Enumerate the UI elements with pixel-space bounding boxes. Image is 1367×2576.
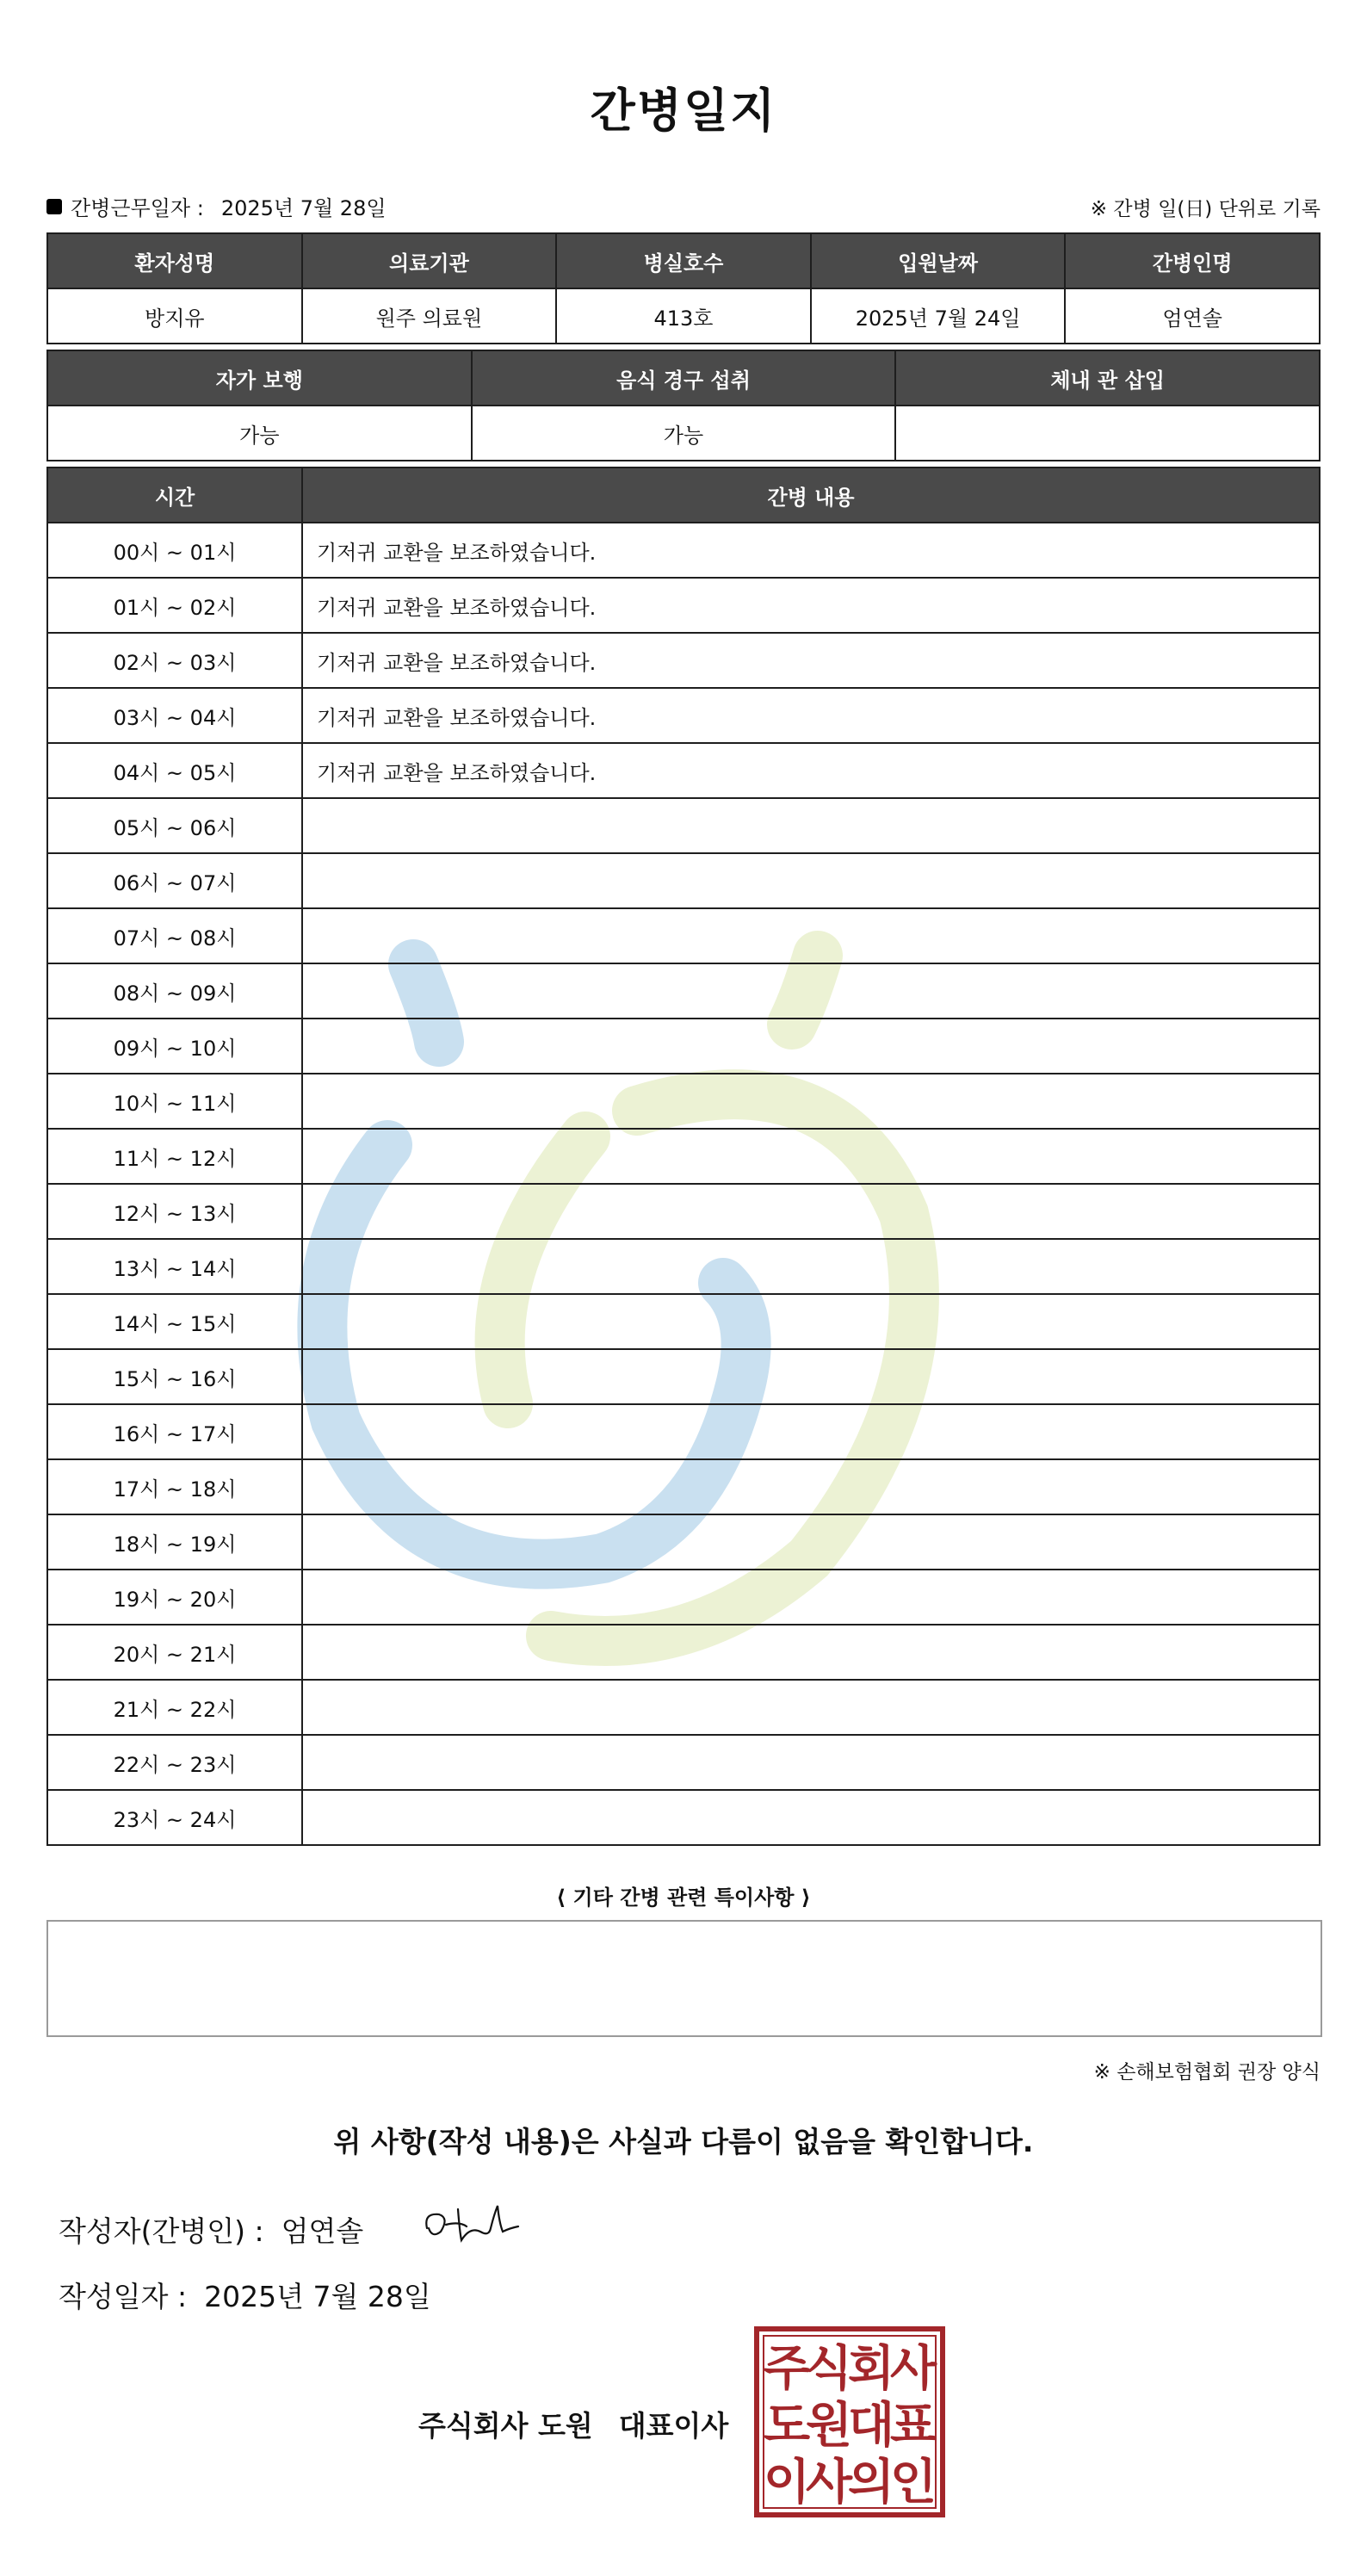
care-log-time: 01시 ~ 02시	[47, 578, 302, 633]
seal-character: 사	[889, 2341, 937, 2397]
care-log-content	[302, 1404, 1320, 1459]
patient-name-value: 방지유	[47, 288, 302, 344]
care-log-time: 07시 ~ 08시	[47, 908, 302, 963]
care-log-row	[47, 1790, 1320, 1845]
page-title: 간병일지	[590, 84, 777, 138]
care-log-row	[47, 688, 1320, 743]
care-log-row	[47, 1184, 1320, 1239]
care-log-content	[302, 1184, 1320, 1239]
care-log-content	[302, 1570, 1320, 1625]
admission-date-value: 2025년 7월 24일	[811, 288, 1066, 344]
company-seal	[754, 2326, 945, 2517]
company-line	[418, 2404, 728, 2444]
seal-character: 주	[763, 2341, 811, 2397]
care-log-time: 15시 ~ 16시	[47, 1349, 302, 1404]
room-value: 413호	[556, 288, 811, 344]
care-log-row	[47, 963, 1320, 1019]
seal-character: 식	[805, 2341, 853, 2397]
care-log-time: 08시 ~ 09시	[47, 963, 302, 1019]
care-log-content	[302, 1074, 1320, 1129]
written-date-value: 2025년 7월 28일	[204, 2280, 431, 2313]
bullet-square-icon	[46, 199, 62, 214]
care-log-content	[302, 1735, 1320, 1790]
work-date-value: 2025년 7월 28일	[220, 196, 387, 220]
care-log-row	[47, 523, 1320, 578]
care-log-time: 03시 ~ 04시	[47, 688, 302, 743]
caregiver-name-value: 엄연솔	[1065, 288, 1320, 344]
care-log-content: 기저귀 교환을 보조하였습니다.	[302, 523, 1320, 578]
confirmation-statement: 위 사항(작성 내용)은 사실과 다름이 없음을 확인합니다.	[333, 2125, 1034, 2158]
unit-note: ※ 간병 일(日) 단위로 기록	[1090, 198, 1321, 220]
care-log-row	[47, 1514, 1320, 1570]
care-log-content	[302, 1294, 1320, 1349]
care-log-time: 09시 ~ 10시	[47, 1019, 302, 1074]
care-log-row	[47, 1074, 1320, 1129]
care-log-time: 10시 ~ 11시	[47, 1074, 302, 1129]
header-care-content: 간병 내용	[302, 468, 1320, 523]
handwritten-signature	[420, 2194, 523, 2249]
header-tube-insertion: 체내 관 삽입	[895, 350, 1320, 406]
care-log-content	[302, 1790, 1320, 1845]
header-room: 병실호수	[556, 233, 811, 288]
care-log-time: 21시 ~ 22시	[47, 1680, 302, 1735]
care-log-content	[302, 963, 1320, 1019]
care-log-content	[302, 853, 1320, 908]
care-log-content	[302, 1514, 1320, 1570]
care-log-content: 기저귀 교환을 보조하였습니다.	[302, 688, 1320, 743]
care-log-row	[47, 1129, 1320, 1184]
care-log-content	[302, 1349, 1320, 1404]
header-oral-intake: 음식 경구 섭취	[472, 350, 896, 406]
recommendation-note: ※ 손해보험협회 권장 양식	[1093, 2061, 1321, 2084]
seal-character: 표	[889, 2398, 937, 2454]
care-log-time: 22시 ~ 23시	[47, 1735, 302, 1790]
care-log-row	[47, 1459, 1320, 1514]
seal-character: 회	[847, 2341, 895, 2397]
status-info-value-row	[47, 406, 1320, 461]
header-hospital: 의료기관	[302, 233, 557, 288]
care-log-content	[302, 1680, 1320, 1735]
self-walking-value: 가능	[47, 406, 472, 461]
written-date-label: 작성일자 :	[59, 2280, 188, 2313]
status-info-header-row	[47, 350, 1320, 406]
header-patient-name: 환자성명	[47, 233, 302, 288]
seal-character: 원	[805, 2398, 853, 2454]
care-log-time: 13시 ~ 14시	[47, 1239, 302, 1294]
header-admission-date: 입원날짜	[811, 233, 1066, 288]
care-log-content	[302, 1625, 1320, 1680]
patient-info-header-row	[47, 233, 1320, 288]
care-log-row	[47, 853, 1320, 908]
care-log-row	[47, 1625, 1320, 1680]
patient-info-value-row	[47, 288, 1320, 344]
care-log-row	[47, 1349, 1320, 1404]
seal-character: 도	[763, 2398, 811, 2454]
care-log-header-row	[47, 468, 1320, 523]
care-log-content: 기저귀 교환을 보조하였습니다.	[302, 633, 1320, 688]
patient-info-table	[46, 232, 1321, 344]
care-log-time: 02시 ~ 03시	[47, 633, 302, 688]
care-log-content	[302, 1239, 1320, 1294]
header-self-walking: 자가 보행	[47, 350, 472, 406]
care-log-time: 11시 ~ 12시	[47, 1129, 302, 1184]
care-log-table	[46, 467, 1321, 1846]
care-log-time: 06시 ~ 07시	[47, 853, 302, 908]
company-title: 대표이사	[618, 2409, 729, 2443]
care-log-row	[47, 1019, 1320, 1074]
hospital-value: 원주 의료원	[302, 288, 557, 344]
care-log-row	[47, 633, 1320, 688]
written-date-line	[59, 2275, 431, 2315]
special-notes-box	[46, 1920, 1322, 2037]
work-date-label: 간병근무일자 :	[71, 196, 204, 220]
care-log-content: 기저귀 교환을 보조하였습니다.	[302, 578, 1320, 633]
care-log-time: 12시 ~ 13시	[47, 1184, 302, 1239]
care-log-time: 14시 ~ 15시	[47, 1294, 302, 1349]
care-log-content: 기저귀 교환을 보조하였습니다.	[302, 743, 1320, 798]
seal-character: 인	[889, 2455, 937, 2511]
work-date-line	[46, 191, 387, 221]
care-log-row	[47, 743, 1320, 798]
care-log-time: 20시 ~ 21시	[47, 1625, 302, 1680]
company-name: 주식회사 도원	[418, 2409, 593, 2443]
care-log-time: 04시 ~ 05시	[47, 743, 302, 798]
writer-label: 작성자(간병인) :	[59, 2214, 264, 2248]
header-time: 시간	[47, 468, 302, 523]
care-log-content	[302, 908, 1320, 963]
oral-intake-value: 가능	[472, 406, 896, 461]
care-log-time: 16시 ~ 17시	[47, 1404, 302, 1459]
care-log-time: 17시 ~ 18시	[47, 1459, 302, 1514]
care-log-row	[47, 578, 1320, 633]
seal-character: 사	[805, 2455, 853, 2511]
care-log-row	[47, 1680, 1320, 1735]
care-log-row	[47, 1404, 1320, 1459]
care-log-time: 18시 ~ 19시	[47, 1514, 302, 1570]
care-log-content	[302, 798, 1320, 853]
care-log-row	[47, 1239, 1320, 1294]
care-log-time: 23시 ~ 24시	[47, 1790, 302, 1845]
seal-character: 의	[847, 2455, 895, 2511]
care-log-row	[47, 798, 1320, 853]
status-info-table	[46, 350, 1321, 461]
care-log-content	[302, 1019, 1320, 1074]
care-log-time: 05시 ~ 06시	[47, 798, 302, 853]
care-log-time: 00시 ~ 01시	[47, 523, 302, 578]
care-log-content	[302, 1129, 1320, 1184]
care-log-row	[47, 1570, 1320, 1625]
seal-character: 대	[847, 2398, 895, 2454]
care-log-time: 19시 ~ 20시	[47, 1570, 302, 1625]
care-log-row	[47, 1294, 1320, 1349]
tube-insertion-value	[895, 406, 1320, 461]
seal-character: 이	[763, 2455, 811, 2511]
writer-line	[59, 2209, 363, 2250]
care-log-row	[47, 908, 1320, 963]
header-caregiver-name: 간병인명	[1065, 233, 1320, 288]
care-log-row	[47, 1735, 1320, 1790]
special-notes-title: ⟨ 기타 간병 관련 특이사항 ⟩	[556, 1886, 811, 1910]
care-log-content	[302, 1459, 1320, 1514]
writer-name: 엄연솔	[281, 2214, 364, 2248]
